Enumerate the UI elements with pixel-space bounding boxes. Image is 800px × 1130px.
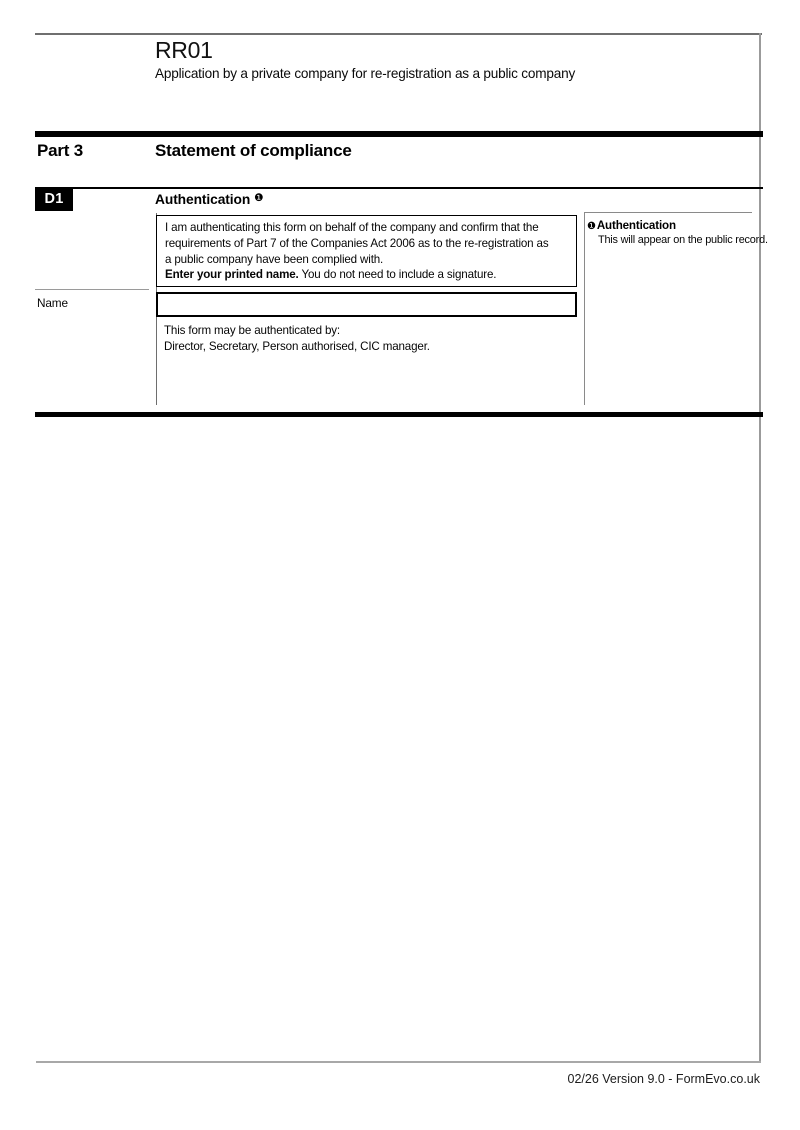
footer-version-text: 02/26 Version 9.0 - FormEvo.co.uk bbox=[567, 1072, 760, 1086]
section-d1-bottom-bar bbox=[35, 412, 763, 417]
sidebar-left-rule bbox=[584, 212, 585, 405]
sidebar-top-rule bbox=[584, 212, 752, 213]
part3-divider-bar bbox=[35, 131, 763, 137]
compliance-statement-box bbox=[156, 215, 577, 287]
statement-line: a public company have been complied with. bbox=[165, 252, 384, 266]
section-d1-badge: D1 bbox=[35, 187, 73, 211]
section-d1-heading-text: Authentication bbox=[155, 192, 251, 207]
enter-name-instruction-rest: You do not need to include a signature. bbox=[298, 268, 497, 282]
enter-name-instruction-bold: Enter your printed name. bbox=[165, 268, 299, 282]
authentication-note bbox=[164, 323, 430, 355]
form-title: Application by a private company for re-registration as a public company bbox=[155, 66, 576, 81]
section-d1-top-rule bbox=[35, 187, 763, 189]
statement-line-instruction bbox=[165, 267, 568, 283]
form-code: RR01 bbox=[155, 37, 213, 63]
name-input[interactable] bbox=[156, 292, 577, 317]
info-icon: ❶ bbox=[254, 192, 264, 204]
statement-line: I am authenticating this form on behalf of the company and confirm that the bbox=[165, 221, 539, 234]
sidebar-title-text: Authentication bbox=[596, 219, 676, 232]
sidebar-title bbox=[587, 219, 676, 232]
name-label: Name bbox=[37, 296, 68, 310]
info-icon: ❶ bbox=[587, 220, 596, 232]
authentication-note-line: Director, Secretary, Person authorised, CIC manager. bbox=[164, 340, 430, 353]
sidebar-note: This will appear on the public record. bbox=[598, 234, 768, 246]
page-bottom-rule bbox=[36, 1061, 761, 1063]
part3-title: Statement of compliance bbox=[155, 141, 352, 160]
statement-line: requirements of Part 7 of the Companies Act 2006 as to the re-registration as bbox=[165, 236, 549, 250]
name-row-rule bbox=[35, 289, 149, 290]
authentication-note-line: This form may be authenticated by: bbox=[164, 324, 340, 337]
page-top-rule bbox=[35, 33, 762, 35]
section-d1-heading bbox=[155, 192, 264, 207]
part3-label: Part 3 bbox=[37, 141, 84, 160]
